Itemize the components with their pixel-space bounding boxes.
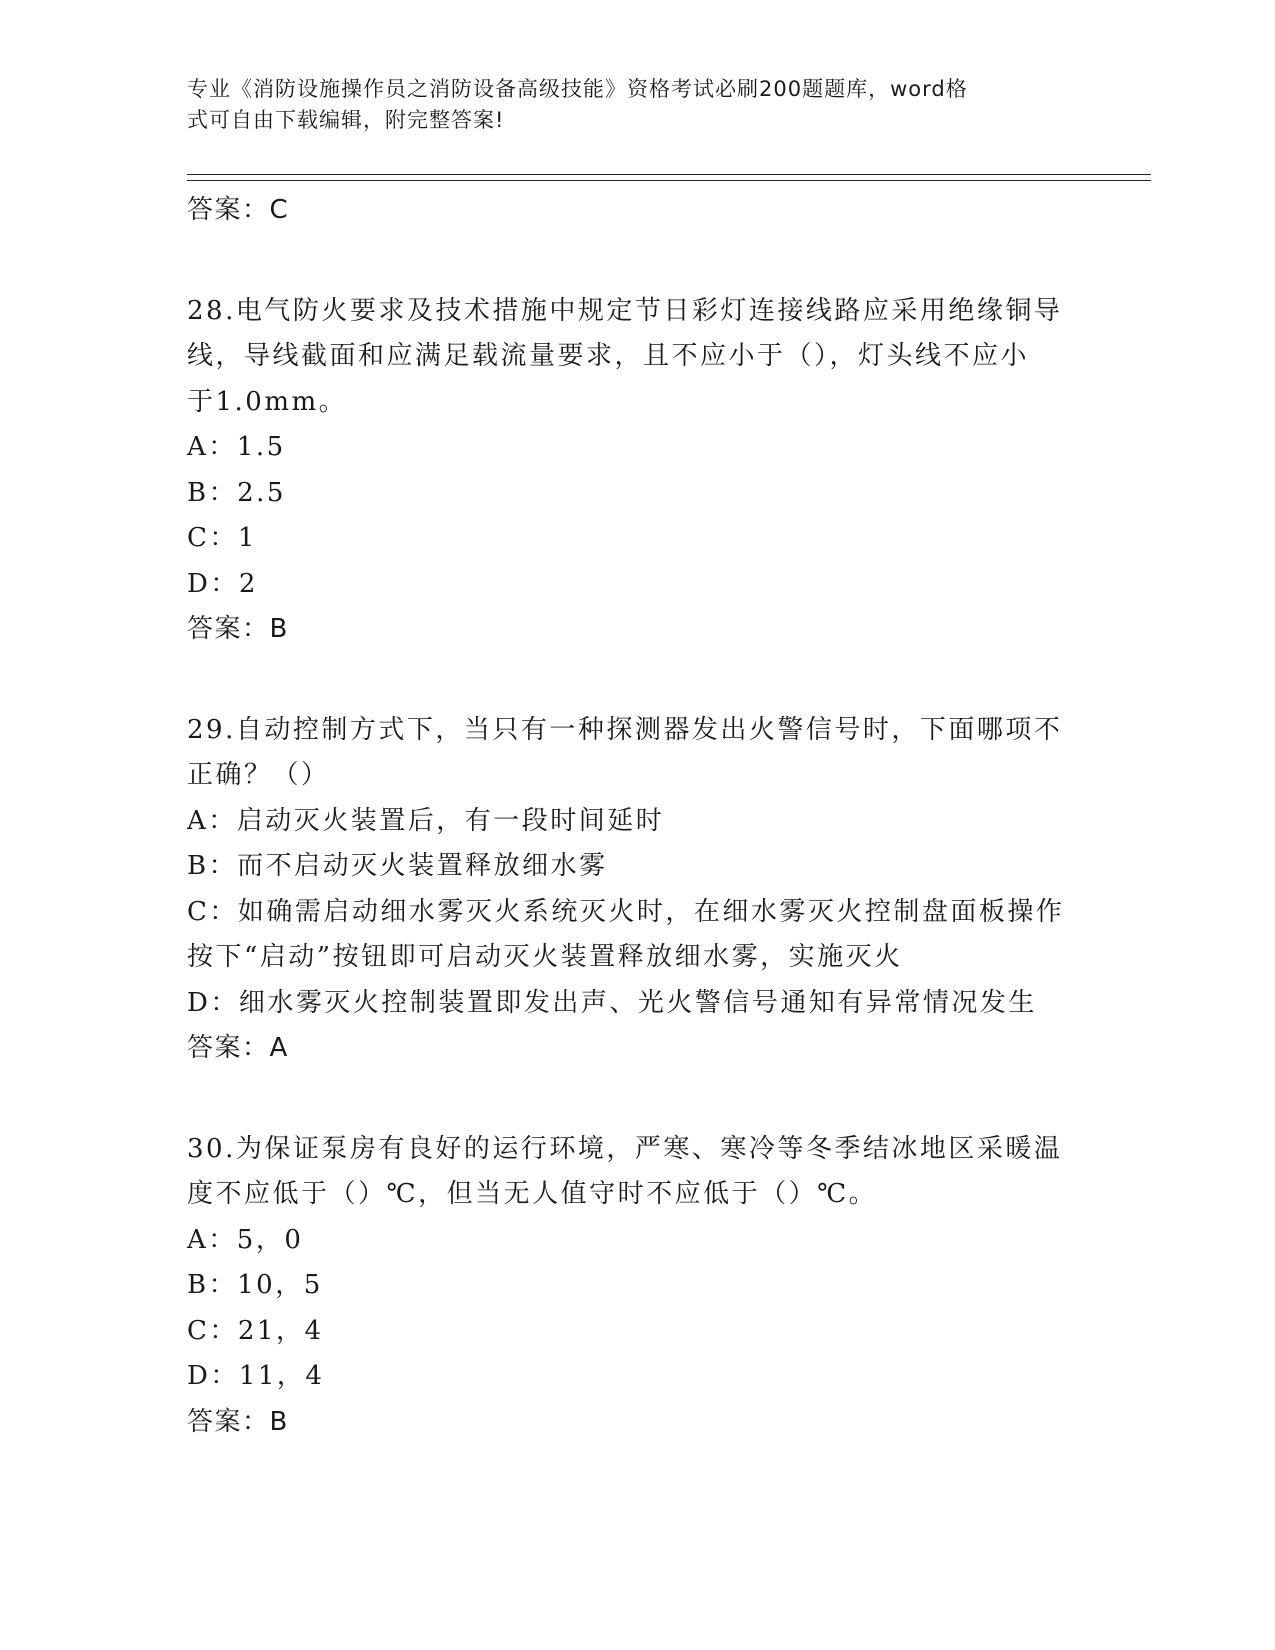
- question-stem-line: 于1.0mm。: [187, 386, 348, 417]
- option-c: C：1: [187, 523, 257, 553]
- option-b: B：10，5: [187, 1270, 323, 1300]
- spacer: [187, 653, 1087, 708]
- document-header: [187, 74, 1077, 136]
- option-d: D：细水雾灭火控制装置即发出声、光火警信号通知有异常情况发生: [187, 987, 1037, 1018]
- answer-label: 答案：A: [187, 1033, 289, 1063]
- option-b: B：2.5: [187, 477, 286, 508]
- option-d: D：2: [187, 568, 258, 599]
- header-divider-top: [187, 174, 1151, 175]
- question-block: [187, 1127, 1087, 1446]
- header-line-1: 专业《消防设施操作员之消防设备高级技能》资格考试必刷200题题库，word格: [187, 77, 968, 101]
- answer-label: 答案：B: [187, 1406, 289, 1437]
- question-stem-line: 度不应低于（）℃，但当无人值守时不应低于（）℃。: [187, 1179, 878, 1209]
- question-content: [187, 188, 1087, 1445]
- question-block: [187, 289, 1087, 653]
- option-d: D：11，4: [187, 1361, 325, 1391]
- option-a: A：5，0: [187, 1224, 304, 1255]
- question-stem-line: 30.为保证泵房有良好的运行环境，严寒、寒冷等冬季结冰地区采暖温: [187, 1133, 1063, 1164]
- spacer: [187, 234, 1087, 289]
- question-block: [187, 708, 1087, 1072]
- answer-label: 答案：B: [187, 614, 289, 644]
- option-a: A：启动灭火装置后，有一段时间延时: [187, 805, 665, 836]
- option-a: A：1.5: [187, 432, 286, 462]
- previous-answer: 答案：C: [187, 195, 290, 225]
- question-stem-line: 正确？（）: [187, 760, 330, 790]
- question-stem-line: 29.自动控制方式下，当只有一种探测器发出火警信号时，下面哪项不: [187, 714, 1063, 745]
- option-c: C：21，4: [187, 1315, 324, 1346]
- option-b: B：而不启动灭火装置释放细水雾: [187, 851, 608, 881]
- question-stem-line: 线，导线截面和应满足载流量要求，且不应小于（），灯头线不应小: [187, 341, 1030, 371]
- option-c: C：如确需启动细水雾灭火系统灭火时，在细水雾灭火控制盘面板操作: [187, 896, 1065, 927]
- header-divider-bottom: [187, 180, 1151, 181]
- question-stem-line: 28.电气防火要求及技术措施中规定节日彩灯连接线路应采用绝缘铜导: [187, 295, 1063, 326]
- option-c-continued: 按下“启动”按钮即可启动灭火装置释放细水雾，实施灭火: [187, 942, 903, 972]
- header-line-2: 式可自由下载编辑，附完整答案!: [187, 108, 505, 132]
- spacer: [187, 1072, 1087, 1127]
